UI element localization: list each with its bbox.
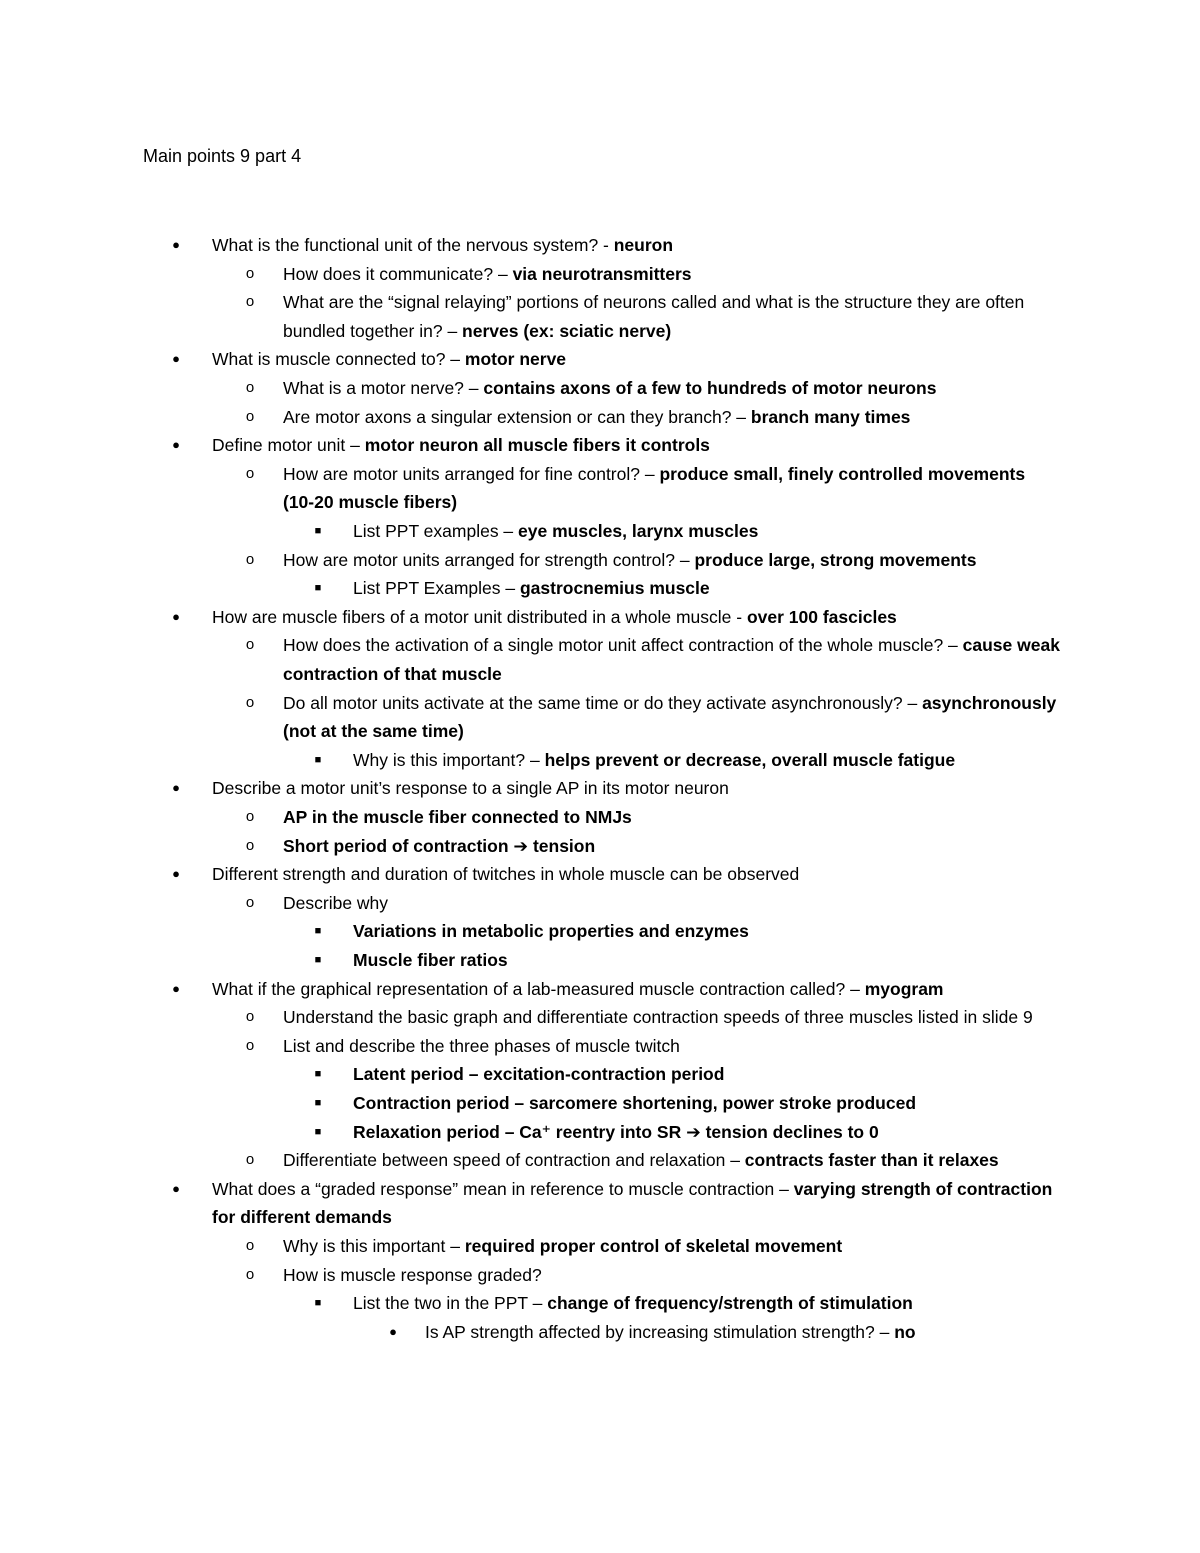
list-item-text	[283, 374, 1060, 403]
answer-text: contains axons of a few to hundreds of motor neurons	[483, 378, 937, 398]
list-item-text	[283, 460, 1060, 517]
list-item	[246, 260, 1060, 289]
list-item-text	[283, 1261, 1060, 1290]
list-item	[314, 917, 1060, 946]
question-text: How does the activation of a single motor unit affect contraction of the whole muscle? –	[283, 635, 963, 656]
list-item	[246, 889, 1060, 918]
question-text: What are the “signal relaying” portions of neurons called and what is the structure they are often bundled together in? –	[283, 292, 1025, 341]
bullet-icon: o	[245, 1008, 255, 1026]
answer-text: neuron	[613, 235, 674, 255]
bullet-icon: ●	[389, 1323, 397, 1339]
bullet-icon: ●	[172, 780, 180, 796]
list-item-text	[353, 917, 1060, 946]
question-text: Define motor unit –	[212, 435, 365, 456]
list-item-text	[283, 631, 1060, 688]
answer-text: Variations in metabolic properties and enzymes	[353, 921, 749, 942]
answer-text: Latent period – excitation-contraction period	[353, 1064, 725, 1085]
list-item-text	[283, 1232, 1060, 1261]
question-text: How are muscle fibers of a motor unit distributed in a whole muscle -	[212, 606, 747, 627]
list-item	[172, 1175, 1060, 1232]
list-item	[246, 1003, 1060, 1032]
bullet-icon: o	[245, 808, 255, 825]
list-item-text	[283, 1146, 1060, 1175]
list-item-text	[283, 889, 1060, 918]
question-text: Is AP strength affected by increasing stimulation strength? –	[425, 1321, 895, 1342]
bullet-icon: o	[245, 1151, 255, 1169]
list-item-text	[353, 1289, 1060, 1318]
question-text: What is muscle connected to? –	[212, 349, 465, 370]
answer-text: no	[894, 1321, 916, 1342]
question-text: What does a “graded response” mean in reference to muscle contraction –	[212, 1178, 794, 1199]
list-item-text	[283, 689, 1060, 746]
answer-text: Relaxation period – Ca⁺ reentry into SR ➔ tension declines to 0	[353, 1121, 879, 1142]
question-text: How does it communicate? –	[283, 263, 513, 284]
list-item	[389, 1318, 1060, 1347]
bullet-icon: o	[245, 1036, 255, 1054]
question-text: How is muscle response graded?	[283, 1264, 542, 1285]
question-text: How are motor units arranged for strength control? –	[283, 549, 695, 570]
bullet-icon: ■	[314, 925, 322, 938]
list-item	[246, 403, 1060, 432]
bullet-icon: o	[245, 693, 255, 711]
answer-text: Muscle fiber ratios	[353, 950, 508, 970]
bullet-icon: ●	[172, 351, 180, 367]
list-item-text	[425, 1318, 1060, 1347]
question-text: What is a motor nerve? –	[283, 378, 484, 398]
question-text: How are motor units arranged for fine control? –	[283, 463, 660, 484]
answer-text: motor neuron all muscle fibers it controls	[364, 435, 710, 456]
question-text: Are motor axons a singular extension or can they branch? –	[283, 406, 751, 427]
question-text: List the two in the PPT –	[353, 1293, 548, 1314]
list-item-text	[283, 546, 1060, 575]
list-item	[172, 231, 1060, 260]
list-item	[172, 975, 1060, 1004]
list-item-text	[353, 1089, 1060, 1118]
list-item	[172, 603, 1060, 632]
bullet-icon: o	[245, 636, 255, 654]
bullet-icon: o	[245, 1237, 255, 1254]
question-text: List and describe the three phases of muscle twitch	[283, 1035, 680, 1056]
list-item-text	[212, 431, 1060, 460]
list-item-text	[212, 603, 1060, 632]
answer-text: required proper control of skeletal movement	[464, 1236, 843, 1256]
bullet-icon: o	[245, 407, 255, 425]
answer-text: branch many times	[750, 406, 911, 427]
answer-text: produce large, strong movements	[694, 549, 977, 570]
list-item	[246, 803, 1060, 832]
bullet-icon: ■	[314, 753, 322, 766]
bullet-icon: o	[245, 293, 255, 311]
list-item-text	[212, 860, 1060, 889]
list-item	[246, 832, 1060, 861]
list-item	[172, 860, 1060, 889]
list-item	[246, 374, 1060, 403]
list-item-text	[353, 517, 1060, 546]
list-item	[314, 1089, 1060, 1118]
list-item-text	[283, 288, 1060, 345]
list-item	[314, 946, 1060, 975]
list-item	[314, 1118, 1060, 1147]
list-item	[314, 574, 1060, 603]
answer-text: asynchronously (not at the same time)	[283, 692, 1057, 742]
answer-text: via neurotransmitters	[512, 263, 692, 284]
list-item	[246, 460, 1060, 517]
list-item	[246, 689, 1060, 746]
question-text: Describe a motor unit’s response to a single AP in its motor neuron	[212, 778, 729, 799]
question-text: What if the graphical representation of a lab-measured muscle contraction called? –	[212, 978, 865, 999]
question-text: Why is this important? –	[353, 749, 545, 770]
list-item-text	[212, 345, 1060, 374]
list-item-text	[353, 1118, 1060, 1147]
list-item	[314, 746, 1060, 775]
question-text: Differentiate between speed of contraction and relaxation –	[283, 1150, 745, 1171]
list-item	[172, 774, 1060, 803]
list-item-text	[353, 574, 1060, 603]
list-item	[246, 1261, 1060, 1290]
bullet-icon: ●	[172, 980, 180, 996]
list-item-text	[283, 403, 1060, 432]
answer-text: motor nerve	[464, 349, 567, 370]
bullet-icon: o	[245, 379, 255, 396]
list-item	[246, 631, 1060, 688]
answer-text: produce small, finely controlled movements (10-20 muscle fibers)	[283, 463, 1026, 513]
bullet-icon: ●	[172, 237, 180, 252]
answer-text: nerves (ex: sciatic nerve)	[462, 320, 672, 341]
answer-text: gastrocnemius muscle	[519, 578, 710, 599]
bullet-icon: o	[245, 464, 255, 482]
bullet-icon: o	[245, 1265, 255, 1283]
list-item-text	[283, 803, 1060, 832]
answer-text: change of frequency/strength of stimulation	[547, 1293, 913, 1314]
question-text: Why is this important –	[283, 1236, 465, 1256]
list-item-text	[212, 231, 1060, 260]
answer-text: eye muscles, larynx muscles	[518, 521, 759, 541]
list-item	[246, 288, 1060, 345]
list-item-text	[283, 1032, 1060, 1061]
list-item	[314, 1289, 1060, 1318]
question-text: Describe why	[283, 892, 389, 913]
bullet-icon: ■	[314, 1125, 322, 1138]
bullet-icon: ■	[314, 1068, 322, 1081]
question-text: Do all motor units activate at the same time or do they activate asynchronously? –	[283, 692, 923, 713]
list-item	[172, 345, 1060, 374]
answer-text: varying strength of contraction for different demands	[212, 1178, 1053, 1228]
bullet-icon: o	[245, 836, 255, 854]
question-text: List PPT Examples –	[353, 578, 520, 599]
answer-text: myogram	[864, 978, 944, 999]
list-item-text	[283, 832, 1060, 861]
bullet-icon: ■	[314, 1297, 322, 1310]
bullet-icon: o	[245, 550, 255, 568]
list-item	[246, 1146, 1060, 1175]
bullet-icon: ●	[172, 608, 180, 624]
list-item-text	[353, 1060, 1060, 1089]
list-item	[172, 431, 1060, 460]
bullet-icon: ●	[172, 1180, 180, 1196]
list-item	[314, 1060, 1060, 1089]
answer-text: helps prevent or decrease, overall muscle fatigue	[544, 749, 956, 770]
list-item-text	[212, 1175, 1060, 1232]
list-item-text	[353, 746, 1060, 775]
bullet-icon: ■	[314, 582, 322, 595]
bullet-icon: ●	[172, 866, 180, 882]
bullet-icon: o	[245, 264, 255, 282]
page-title: Main points 9 part 4	[143, 146, 302, 166]
list-item-text	[283, 1003, 1060, 1032]
list-item-text	[353, 946, 1060, 975]
answer-text: over 100 fascicles	[746, 606, 897, 627]
list-item-text	[283, 260, 1060, 289]
answer-text: AP in the muscle fiber connected to NMJs	[283, 807, 632, 827]
question-text: What is the functional unit of the nervous system? -	[212, 235, 614, 255]
answer-text: Contraction period – sarcomere shortening, power stroke produced	[353, 1093, 917, 1113]
question-text: Understand the basic graph and differentiate contraction speeds of three muscles listed in slide 9	[283, 1007, 1033, 1028]
answer-text: cause weak contraction of that muscle	[283, 635, 1060, 684]
bullet-icon: ■	[314, 1097, 322, 1109]
list-item	[246, 546, 1060, 575]
question-text: List PPT examples –	[353, 521, 519, 541]
list-item-text	[212, 774, 1060, 803]
bullet-icon: ■	[314, 525, 322, 537]
bullet-icon: ■	[314, 954, 322, 966]
bullet-icon: o	[245, 893, 255, 911]
list-item	[246, 1032, 1060, 1061]
bullet-icon: ●	[172, 437, 180, 453]
answer-text: Short period of contraction ➔ tension	[283, 835, 596, 856]
list-item-text	[212, 975, 1060, 1004]
list-item	[246, 1232, 1060, 1261]
answer-text: contracts faster than it relaxes	[744, 1150, 999, 1171]
list-item	[314, 517, 1060, 546]
question-text: Different strength and duration of twitches in whole muscle can be observed	[212, 864, 800, 885]
